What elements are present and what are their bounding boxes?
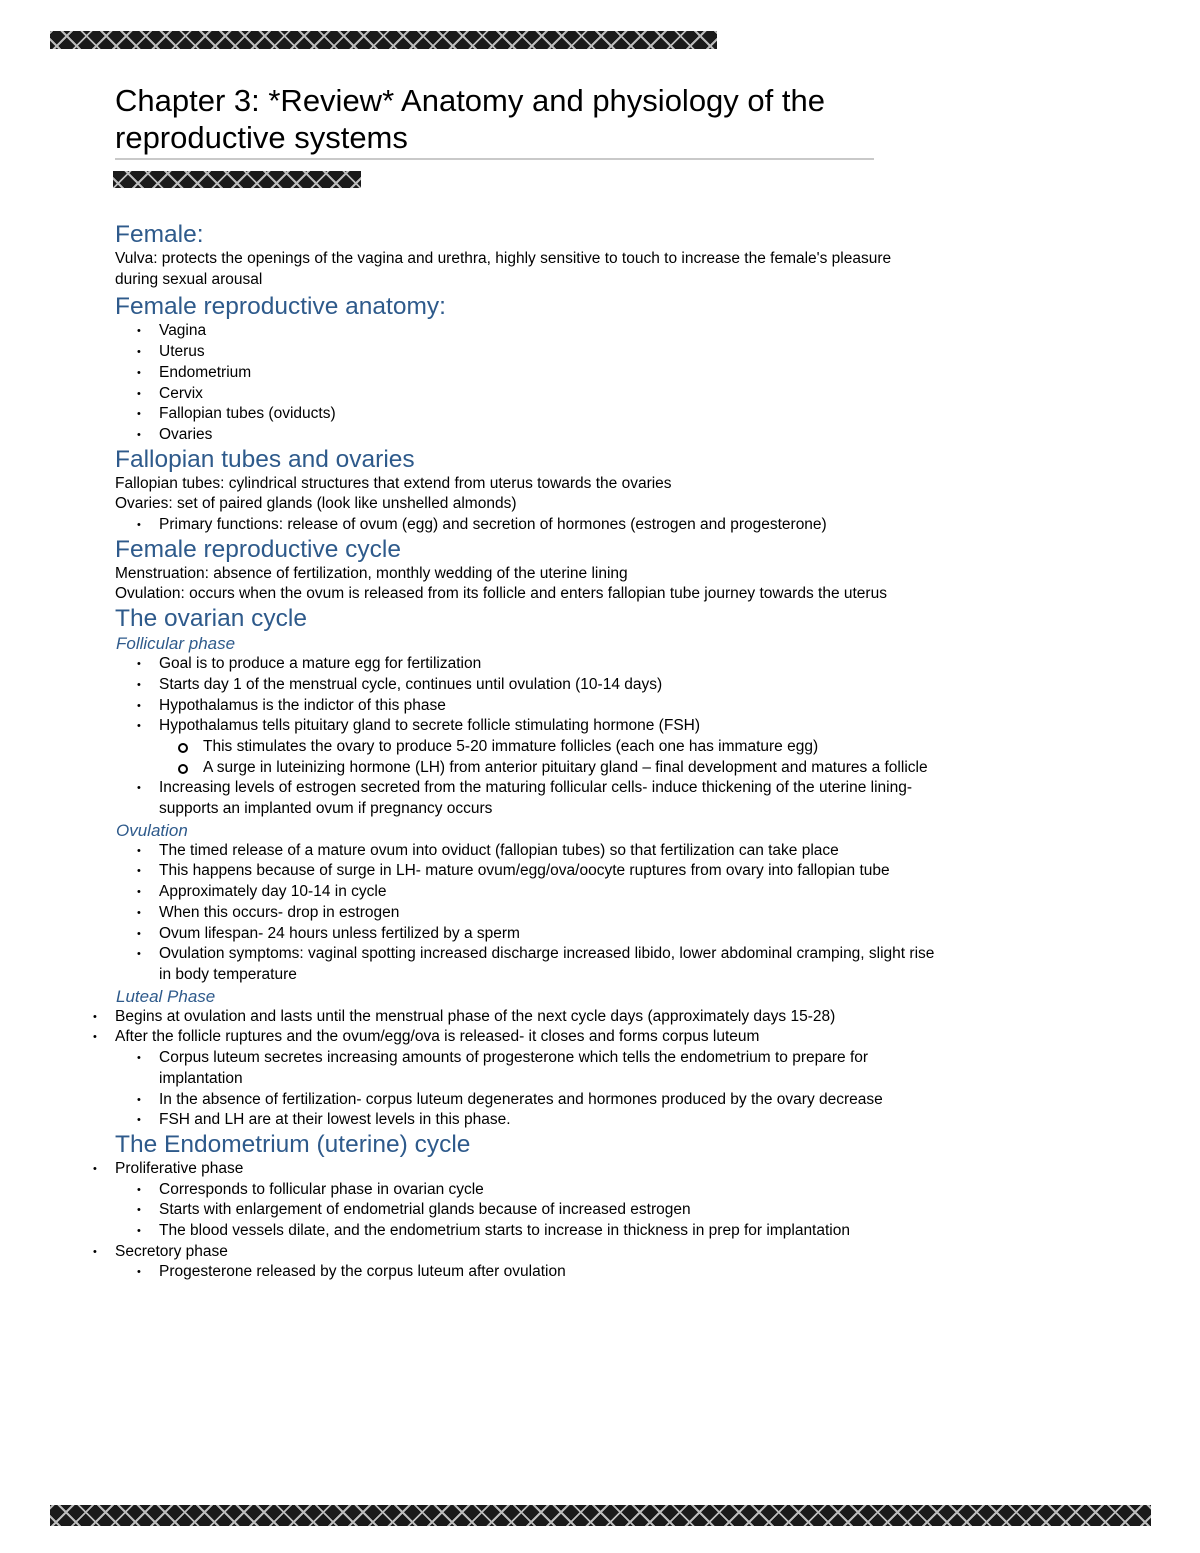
heading-follicular: Follicular phase xyxy=(116,634,236,654)
document-body xyxy=(115,82,935,1283)
list-item: • The blood vessels dilate, and the endometrium starts to increase in thickness in prep for implantation xyxy=(115,1221,935,1242)
list-item: • Begins at ovulation and lasts until the menstrual phase of the next cycle days (approximately days 15-28) xyxy=(115,1007,935,1028)
sub-list-item: A surge in luteinizing hormone (LH) from anterior pituitary gland – final development and matures a follicle xyxy=(115,758,935,779)
list-item: • Corresponds to follicular phase in ovarian cycle xyxy=(115,1180,935,1201)
heading-endometrium: The Endometrium (uterine) cycle xyxy=(115,1130,471,1158)
list-item: • Hypothalamus tells pituitary gland to secrete follicle stimulating hormone (FSH) xyxy=(115,716,935,737)
page-title: Chapter 3: *Review* Anatomy and physiology of the reproductive systems xyxy=(115,82,874,160)
luteal-list xyxy=(115,1007,935,1048)
list-item: • Secretory phase xyxy=(115,1242,935,1263)
luteal-sublist xyxy=(115,1048,935,1131)
follicular-list xyxy=(115,654,935,737)
redaction-bar-subtitle xyxy=(113,171,361,188)
vulva-text: Vulva: protects the openings of the vagina and urethra, highly sensitive to touch to increase the female's pleasure during sexual arousal xyxy=(115,250,892,288)
list-item: • Vagina xyxy=(115,321,935,342)
list-item: • Cervix xyxy=(115,384,935,405)
list-item: • Increasing levels of estrogen secreted from the maturing follicular cells- induce thickening of the uterine lining- supports an implanted ovum if pregnancy occurs xyxy=(115,778,935,819)
list-item: • Starts with enlargement of endometrial glands because of increased estrogen xyxy=(115,1200,935,1221)
list-item: • This happens because of surge in LH- mature ovum/egg/ova/oocyte ruptures from ovary into fallopian tube xyxy=(115,861,935,882)
heading-cycle: Female reproductive cycle xyxy=(115,535,401,563)
tubes-list xyxy=(115,515,935,536)
ovulation-text: Ovulation: occurs when the ovum is released from its follicle and enters fallopian tube journey towards the uterus xyxy=(115,585,887,603)
list-item: • Ovulation symptoms: vaginal spotting increased discharge increased libido, lower abdominal cramping, slight rise in body temperature xyxy=(115,944,935,985)
list-item: • Proliferative phase xyxy=(115,1159,935,1180)
heading-luteal: Luteal Phase xyxy=(116,986,216,1006)
menstruation-text: Menstruation: absence of fertilization, monthly wedding of the uterine lining xyxy=(115,564,628,582)
heading-anatomy: Female reproductive anatomy: xyxy=(115,293,446,321)
list-item: • Uterus xyxy=(115,342,935,363)
list-item: • Corpus luteum secretes increasing amounts of progesterone which tells the endometrium to prepare for implantation xyxy=(115,1048,935,1089)
list-item: • In the absence of fertilization- corpus luteum degenerates and hormones produced by the ovary decrease xyxy=(115,1090,935,1111)
list-item: • FSH and LH are at their lowest levels in this phase. xyxy=(115,1110,935,1131)
list-item: • Fallopian tubes (oviducts) xyxy=(115,404,935,425)
proliferative-list xyxy=(115,1180,935,1242)
heading-tubes: Fallopian tubes and ovaries xyxy=(115,445,415,473)
list-item: • Approximately day 10-14 in cycle xyxy=(115,882,935,903)
list-item: • Starts day 1 of the menstrual cycle, continues until ovulation (10-14 days) xyxy=(115,675,935,696)
list-item: • Goal is to produce a mature egg for fertilization xyxy=(115,654,935,675)
heading-ovulation: Ovulation xyxy=(116,820,188,840)
list-item: • Ovaries xyxy=(115,425,935,446)
list-item: • When this occurs- drop in estrogen xyxy=(115,903,935,924)
list-item: • Endometrium xyxy=(115,363,935,384)
redaction-bar-bottom xyxy=(50,1505,1151,1526)
heading-female: Female: xyxy=(115,221,204,248)
list-item: • After the follicle ruptures and the ovum/egg/ova is released- it closes and forms corpus luteum xyxy=(115,1027,935,1048)
anatomy-list xyxy=(115,321,935,445)
ovaries-text: Ovaries: set of paired glands (look like unshelled almonds) xyxy=(115,495,517,513)
list-item: • Ovum lifespan- 24 hours unless fertilized by a sperm xyxy=(115,924,935,945)
ovulation-list xyxy=(115,841,935,986)
list-item: • The timed release of a mature ovum into oviduct (fallopian tubes) so that fertilization can take place xyxy=(115,841,935,862)
redaction-bar-top xyxy=(50,31,717,49)
list-item: • Progesterone released by the corpus luteum after ovulation xyxy=(115,1262,935,1283)
heading-ovarian: The ovarian cycle xyxy=(115,605,308,633)
list-item: • Hypothalamus is the indictor of this phase xyxy=(115,696,935,717)
secretory-list xyxy=(115,1262,935,1283)
list-item: • Primary functions: release of ovum (egg) and secretion of hormones (estrogen and progesterone) xyxy=(115,515,935,536)
sub-list-item: This stimulates the ovary to produce 5-20 immature follicles (each one has immature egg) xyxy=(115,737,935,758)
follicular-sublist xyxy=(115,737,935,778)
tubes-text: Fallopian tubes: cylindrical structures that extend from uterus towards the ovaries xyxy=(115,474,672,492)
